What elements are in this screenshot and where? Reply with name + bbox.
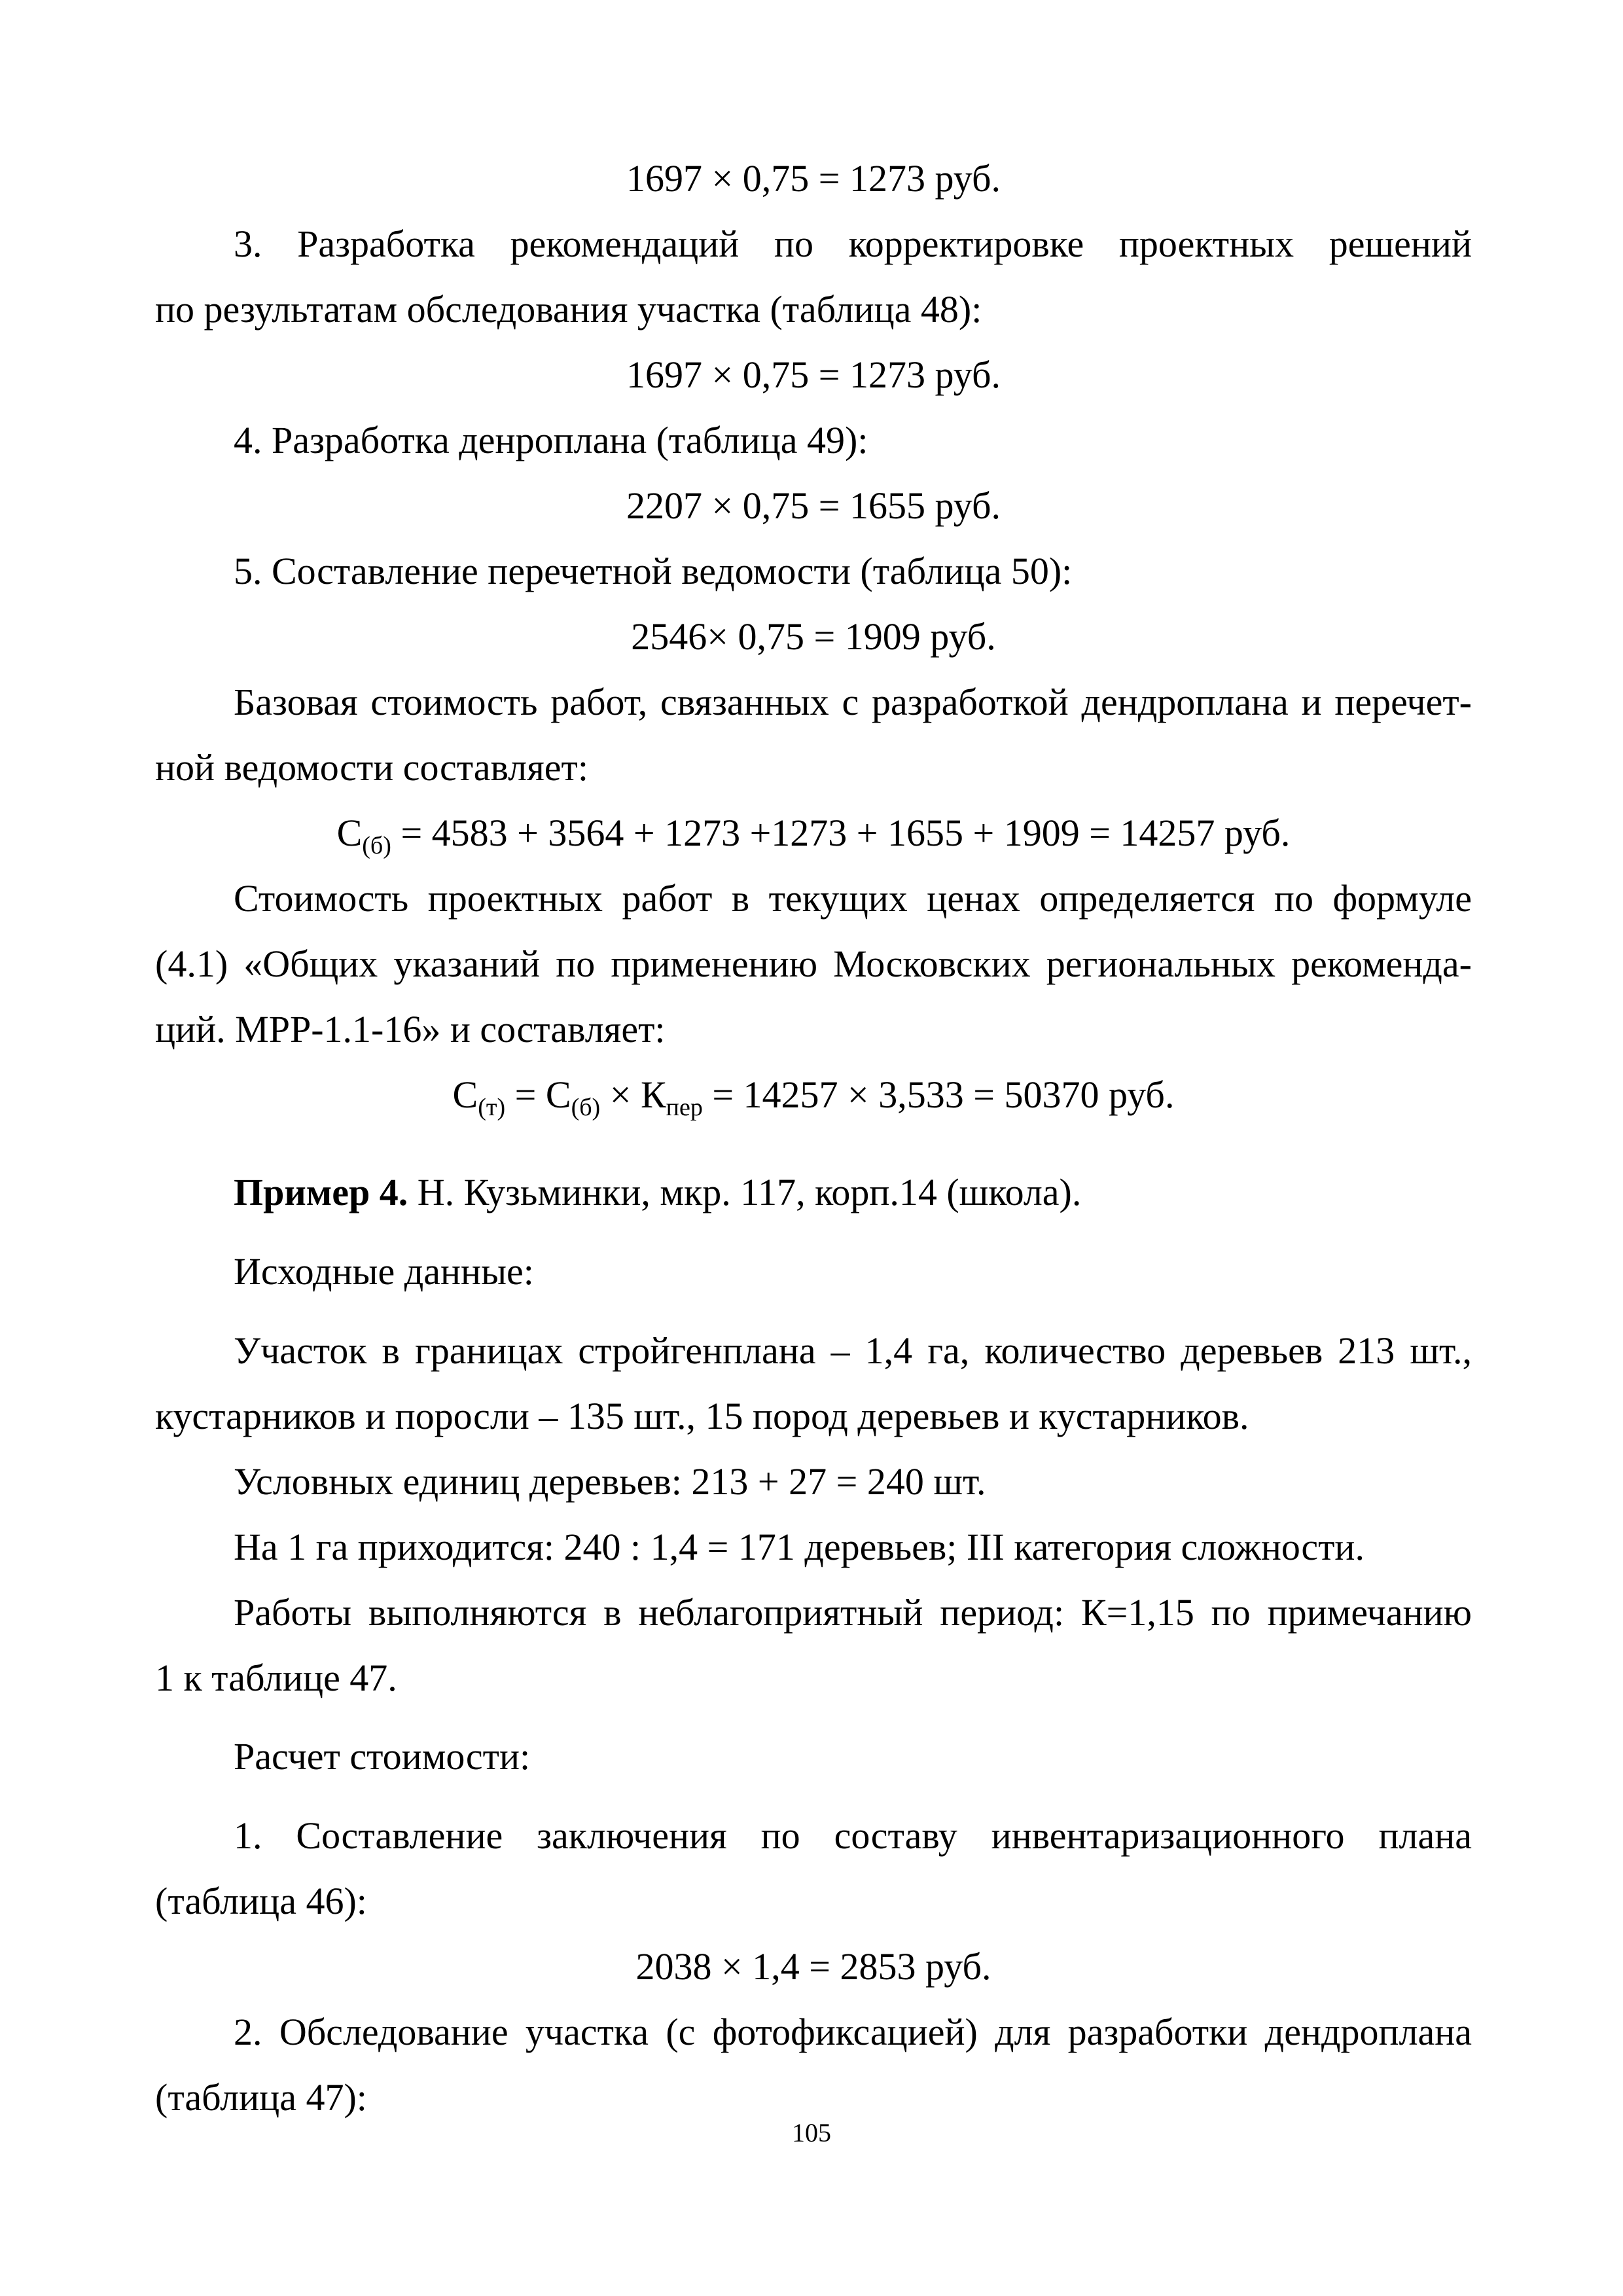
calc-line: 2207 × 0,75 = 1655 руб. xyxy=(626,484,1001,527)
formula-subscript: пер xyxy=(666,1094,703,1121)
paragraph-line: по результатам обследования участка (таблица 48): xyxy=(155,288,982,331)
paragraph-line: ций. МРР-1.1-16» и составляет: xyxy=(155,1008,666,1050)
page-number: 105 xyxy=(792,2118,831,2147)
example-heading xyxy=(234,1171,1472,1213)
formula-expression: = 14257 × 3,533 = 50370 руб. xyxy=(702,1073,1175,1116)
paragraph-line: 2. Обследование участка (с фотофиксацией) для разработки дендроплана xyxy=(234,2011,1472,2053)
paragraph-line: Участок в границах стройгенплана – 1,4 га, количество деревьев 213 шт., xyxy=(234,1329,1472,1372)
formula-expression: = 4583 + 3564 + 1273 +1273 + 1655 + 1909 = 14257 руб. xyxy=(391,812,1291,854)
paragraph-line: Условных единиц деревьев: 213 + 27 = 240 шт. xyxy=(234,1460,986,1503)
formula-times: × xyxy=(600,1073,641,1116)
paragraph-line: Базовая стоимость работ, связанных с разработкой дендроплана и перечет- xyxy=(234,681,1472,723)
paragraph-line: Исходные данные: xyxy=(234,1250,534,1293)
paragraph-line: ной ведомости составляет: xyxy=(155,746,588,789)
formula-part: = С xyxy=(505,1073,571,1116)
paragraph-line: 3. Разработка рекомендаций по корректировке проектных решений xyxy=(234,223,1472,265)
paragraph-line: Стоимость проектных работ в текущих ценах определяется по формуле xyxy=(234,877,1472,920)
paragraph-line: 1 к таблице 47. xyxy=(155,1657,397,1699)
paragraph-line: 4. Разработка денроплана (таблица 49): xyxy=(234,419,868,461)
formula-symbol: С xyxy=(452,1073,478,1116)
calc-line: 2546× 0,75 = 1909 руб. xyxy=(631,615,996,658)
calc-line: 2038 × 1,4 = 2853 руб. xyxy=(635,1945,991,1988)
formula-subscript: (т) xyxy=(478,1094,506,1121)
paragraph-line: кустарников и поросли – 135 шт., 15 пород деревьев и кустарников. xyxy=(155,1395,1249,1437)
formula-symbol: К xyxy=(640,1073,666,1116)
paragraph-line: (4.1) «Общих указаний по применению Московских региональных рекоменда- xyxy=(155,942,1472,985)
formula-base-cost xyxy=(155,812,1472,859)
calc-line: 1697 × 0,75 = 1273 руб. xyxy=(626,353,1001,396)
calc-line: 1697 × 0,75 = 1273 руб. xyxy=(626,157,1001,200)
paragraph-line: Расчет стоимости: xyxy=(234,1735,531,1778)
paragraph-line: На 1 га приходится: 240 : 1,4 = 171 деревьев; III категория сложности. xyxy=(234,1526,1364,1568)
formula-current-cost xyxy=(155,1073,1472,1121)
paragraph-line: (таблица 47): xyxy=(155,2076,367,2119)
example-label: Пример 4. xyxy=(234,1171,408,1213)
paragraph-line: Работы выполняются в неблагоприятный период: К=1,15 по примечанию xyxy=(234,1591,1472,1634)
paragraph-line: 1. Составление заключения по составу инвентаризационного плана xyxy=(234,1814,1472,1857)
formula-symbol: С xyxy=(336,812,363,854)
paragraph-line: (таблица 46): xyxy=(155,1880,367,1922)
formula-subscript: (б) xyxy=(571,1094,601,1121)
example-text: Н. Кузьминки, мкр. 117, корп.14 (школа). xyxy=(408,1171,1082,1213)
formula-subscript: (б) xyxy=(362,832,391,859)
paragraph-line: 5. Составление перечетной ведомости (таблица 50): xyxy=(234,550,1073,592)
